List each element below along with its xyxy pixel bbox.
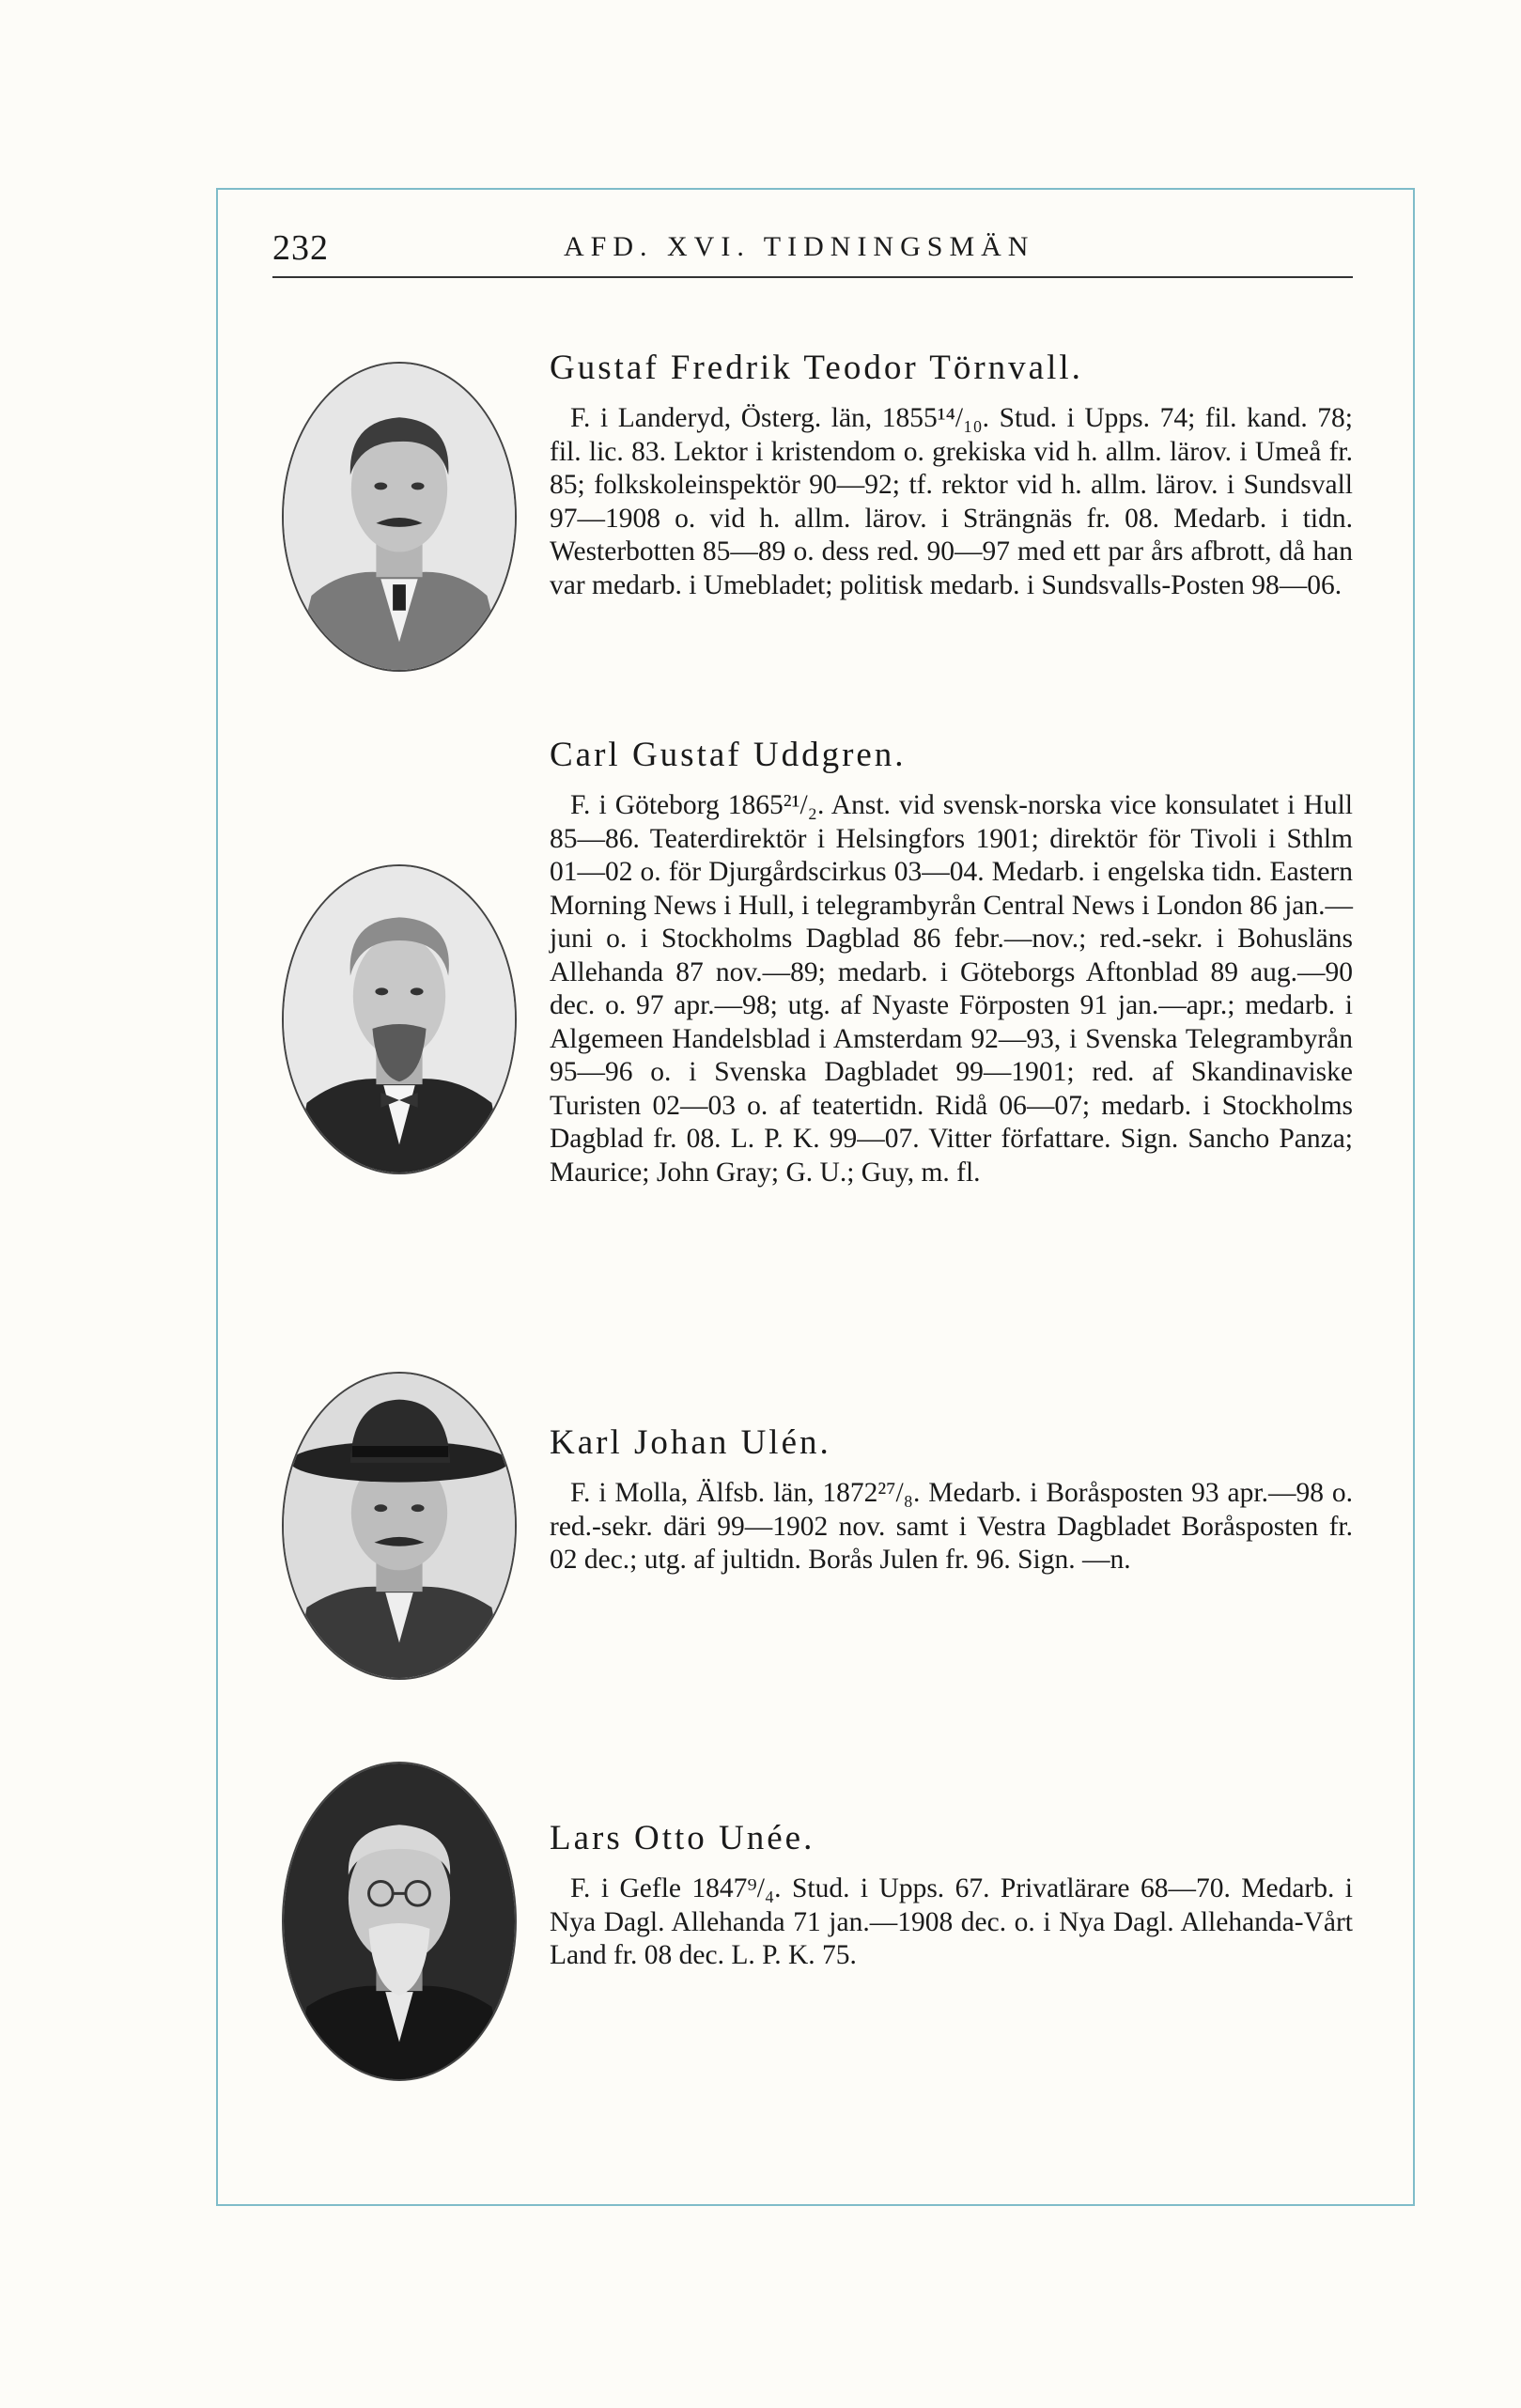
running-title: AFD. XVI. TIDNINGSMÄN bbox=[564, 231, 1035, 262]
portrait-ulen bbox=[282, 1372, 517, 1680]
entry-name: Lars Otto Unée. bbox=[550, 1819, 815, 1857]
page-number: 232 bbox=[272, 228, 329, 268]
entry-name: Gustaf Fredrik Teodor Törnvall. bbox=[550, 349, 1083, 387]
entry-unee bbox=[550, 1818, 1353, 1973]
entry-uddgren bbox=[550, 735, 1353, 1189]
entry-tornvall bbox=[550, 348, 1353, 602]
entry-ulen bbox=[550, 1422, 1353, 1577]
portrait-tornvall bbox=[282, 362, 517, 672]
portrait-unee bbox=[282, 1762, 517, 2081]
entry-bio: F. i Molla, Älfsb. län, 1872²⁷/₈. Medarb. i Boråsposten 93 apr.—98 o. red.-sekr. däri 99—1902 nov. samt i Vestra Dagbladet Boråsposten fr. 02 dec.; utg. af jultidn. Borås Julen fr. 96. Sign. —n. bbox=[550, 1478, 1353, 1575]
entry-bio: F. i Gefle 1847⁹/₄. Stud. i Upps. 67. Privatlärare 68—70. Medarb. i Nya Dagl. Allehanda 71 jan.—1908 dec. o. i Nya Dagl. Allehanda-Vårt Land fr. 08 dec. L. P. K. 75. bbox=[550, 1873, 1353, 1970]
entry-bio: F. i Göteborg 1865²¹/₂. Anst. vid svensk-norska vice konsulatet i Hull 85—86. Teaterdirektör i Helsingfors 1901; direktör för Tivoli i Sthlm 01—02 o. för Djurgårdscirkus 03—04. Medarb. i engelska tidn. Eastern Morning News i Hull, i telegrambyrån Central News i London 86 jan.—juni o. i Stockholms Dagblad 86 febr.—nov.; red.-sekr. i Bohusläns Allehanda 87 nov.—89; medarb. i Göteborgs Aftonblad 89 aug.—90 dec. o. 97 apr.—98; utg. af Nyaste Förposten 91 jan.—apr.; medarb. i Algemeen Handelsblad i Amsterdam 92—93, i Svenska Telegrambyrån 95—96 o. i Svenska Dagbladet 99—1901; red. af Skandinaviske Turisten 02—03 o. af teatertidn. Ridå 06—07; medarb. i Stockholms Dagblad fr. 08. L. P. K. 99—07. Vitter författare. Sign. Sancho Panza; Maurice; John Gray; G. U.; Guy, m. fl. bbox=[550, 790, 1353, 1188]
entry-name: Karl Johan Ulén. bbox=[550, 1423, 831, 1462]
entry-bio: F. i Landeryd, Österg. län, 1855¹⁴/₁₀. Stud. i Upps. 74; fil. kand. 78; fil. lic. 83. Lektor i kristendom o. grekiska vid h. allm. lärov. i Umeå fr. 85; folkskoleinspektör 90—92; tf. rektor vid h. allm. lärov. i Sundsvall 97—1908 o. vid h. allm. lärov. i Strängnäs fr. 08. Medarb. i tidn. Westerbotten 85—89 o. dess red. 90—97 med ett par års afbrott, då han var medarb. i Umebladet; politisk medarb. i Sundsvalls-Posten 98—06. bbox=[550, 403, 1353, 600]
page-header bbox=[272, 225, 1353, 278]
entry-name: Carl Gustaf Uddgren. bbox=[550, 736, 907, 774]
portrait-uddgren bbox=[282, 864, 517, 1174]
